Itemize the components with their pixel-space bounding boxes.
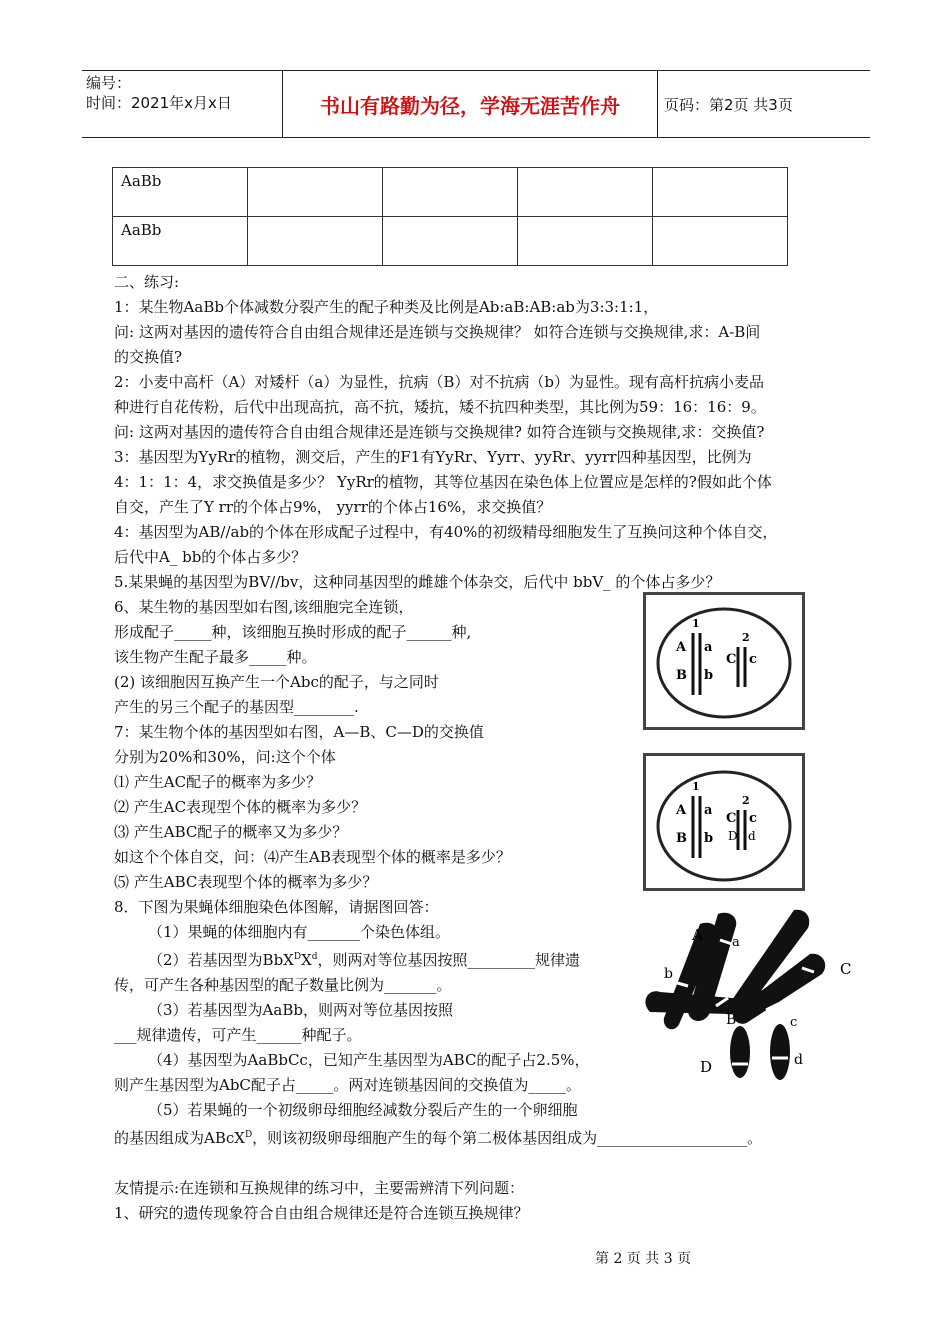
genotype-table: [112, 167, 788, 266]
superscript: D: [293, 952, 302, 962]
tip-line: 友情提示:在连锁和互换规律的练习中，主要需辨清下列问题：: [114, 1179, 525, 1197]
question-line: 2：小麦中高杆（A）对矮杆（a）为显性，抗病（B）对不抗病（b）为显性。现有高杆抗病小麦品: [114, 373, 764, 391]
gene-label: D: [728, 829, 738, 843]
question-line: 自交，产生了Y rr的个体占9%， yyrr的个体占16%，求交换值？: [114, 498, 552, 516]
chromosome-number: 1: [692, 617, 700, 630]
question-line: 1：某生物AaBb个体减数分裂产生的配子种类及比例是Ab:aB:AB:ab为3:3:1:1，: [114, 298, 659, 316]
question-line: 则产生基因型为AbC配子占_____。两对连锁基因间的交换值为_____。: [114, 1076, 581, 1094]
gene-label: c: [749, 811, 757, 826]
table-cell: AaBb: [113, 217, 248, 266]
question-line: 5.某果蝇的基因型为BV//bv，这种同基因型的雌雄个体杂交，后代中 bbV_ 的个体占多少？: [114, 573, 721, 591]
gene-label: c: [790, 1015, 798, 1030]
gene-label: A: [676, 803, 687, 818]
section-title: 二、练习:: [114, 273, 180, 291]
question-line: （3）若基因型为AaBb，则两对等位基因按照: [148, 1001, 453, 1019]
table-cell: [248, 217, 383, 266]
question-line: 4：基因型为AB//ab的个体在形成配子过程中，有40%的初级精母细胞发生了互换问这种个体自交，: [114, 523, 778, 541]
tip-line: 1、研究的遗传现象符合自由组合规律还是符合连锁互换规律？: [114, 1204, 529, 1222]
blank-line: [114, 1151, 854, 1176]
question-line: 该生物产生配子最多_____种。: [114, 648, 317, 666]
chromosome-number: 2: [742, 631, 750, 644]
question-line: 如这个个体自交，问：⑷产生AB表现型个体的概率是多少？: [114, 848, 511, 866]
superscript: D: [244, 1130, 253, 1140]
gene-label: C: [840, 960, 852, 978]
chromosome-diagram: [640, 902, 880, 1102]
page-header: [82, 70, 870, 138]
question-line: ⑶ 产生ABC配子的概率又为多少？: [114, 823, 348, 841]
page-footer: 第 2 页 共 3 页: [595, 1251, 692, 1267]
gene-label: B: [676, 831, 687, 846]
chromosome-number: 1: [692, 780, 700, 793]
question-line: ⑴ 产生AC配子的概率为多少？: [114, 773, 322, 791]
table-row: [113, 168, 788, 217]
date-label: 时间：2021年x月x日: [86, 94, 232, 112]
gene-label: B: [676, 668, 687, 683]
question-line: ⑸ 产生ABC表现型个体的概率为多少？: [114, 873, 378, 891]
question-line: [114, 1123, 854, 1151]
question-line: 3：基因型为YyRr的植物，测交后，产生的F1有YyRr、Yyrr、yyRr、yyrr四种基因型，比例为: [114, 448, 752, 466]
question-line: （4）基因型为AaBbCc，已知产生基因型为ABC的配子占2.5%，: [148, 1051, 590, 1069]
table-cell: [653, 217, 788, 266]
question-line: ⑵ 产生AC表现型个体的概率为多少？: [114, 798, 367, 816]
gene-label: C: [726, 811, 737, 826]
number-label: 编号：: [86, 74, 132, 92]
question-line: 种进行自花传粉，后代中出现高抗，高不抗，矮抗，矮不抗四种类型，其比例为59：16：16：9。: [114, 398, 766, 416]
header-motto: 书山有路勤为径，学海无涯苦作舟: [282, 71, 658, 137]
question-line: 4：1：1：4，求交换值是多少？ YyRr的植物，其等位基因在染色体上位置应是怎样的?假如此个体: [114, 473, 772, 491]
gene-label: A: [676, 640, 687, 655]
table-cell: [518, 217, 653, 266]
superscript: d: [311, 952, 318, 962]
text-span: （2）若基因型为BbX: [148, 951, 294, 969]
gene-label: D: [700, 1058, 713, 1076]
gene-label: b: [704, 831, 714, 846]
question-line: ___规律遗传，可产生______种配子。: [114, 1026, 362, 1044]
question-line: 问: 这两对基因的遗传符合自由组合规律还是连锁与交换规律？ 如符合连锁与交换规律,求：A-B间: [114, 323, 761, 341]
question-line: (2) 该细胞因互换产生一个Abc的配子，与之同时: [114, 673, 439, 691]
cell-figure-2: [643, 753, 805, 891]
table-cell: [383, 168, 518, 217]
question-line: 形成配子_____种，该细胞互换时形成的配子______种,: [114, 623, 472, 641]
table-cell: [518, 168, 653, 217]
header-page-info: 页码：第2页 共3页: [664, 95, 793, 114]
question-line: 后代中A_ bb的个体占多少？: [114, 548, 307, 566]
chromosome-number: 2: [742, 794, 750, 807]
header-meta: [82, 71, 286, 139]
question-line: 7：某生物个体的基因型如右图，A—B、C—D的交换值: [114, 723, 484, 741]
question-line: 问: 这两对基因的遗传符合自由组合规律还是连锁与交换规律? 如符合连锁与交换规律,求：交换值?: [114, 423, 765, 441]
gene-label: A: [692, 926, 703, 944]
gene-label: a: [704, 640, 713, 655]
table-cell: [248, 168, 383, 217]
table-cell: [383, 217, 518, 266]
gene-label: c: [749, 652, 757, 667]
question-line: 6、某生物的基因型如右图,该细胞完全连锁，: [114, 598, 414, 616]
cell-figure-1: [643, 592, 805, 730]
text-span: 的基因组成为ABcX: [114, 1129, 245, 1147]
question-line: 传，可产生各种基因型的配子数量比例为_______。: [114, 976, 452, 994]
gene-label: C: [726, 652, 737, 667]
question-line: 8．下图为果蝇体细胞染色体图解，请据图回答：: [114, 898, 439, 916]
question-line: （5）若果蝇的一个初级卵母细胞经减数分裂后产生的一个卵细胞: [148, 1101, 578, 1119]
text-span: X: [301, 951, 312, 969]
gene-label: d: [794, 1052, 803, 1068]
table-cell: AaBb: [113, 168, 248, 217]
text-span: ，则两对等位基因按照_________规律遗: [317, 951, 581, 969]
gene-label: B: [726, 1012, 737, 1028]
question-line: （1）果蝇的体细胞内有_______个染色体组。: [148, 923, 451, 941]
question-line: 分别为20%和30%，问:这个个体: [114, 748, 336, 766]
gene-label: d: [748, 829, 756, 843]
cell-diagram: [646, 595, 802, 727]
table-cell: [653, 168, 788, 217]
gene-label: b: [704, 668, 714, 683]
gene-label: a: [704, 803, 713, 818]
gene-label: b: [664, 966, 673, 982]
fruitfly-chromosome-figure: [640, 902, 880, 1102]
question-line: 产生的另三个配子的基因型________.: [114, 698, 359, 716]
cell-diagram: [646, 756, 802, 888]
question-line: 的交换值?: [114, 348, 183, 366]
text-span: ，则该初级卵母细胞产生的每个第二极体基因组成为____________________。: [252, 1129, 763, 1147]
table-row: [113, 217, 788, 266]
gene-label: a: [732, 935, 740, 950]
